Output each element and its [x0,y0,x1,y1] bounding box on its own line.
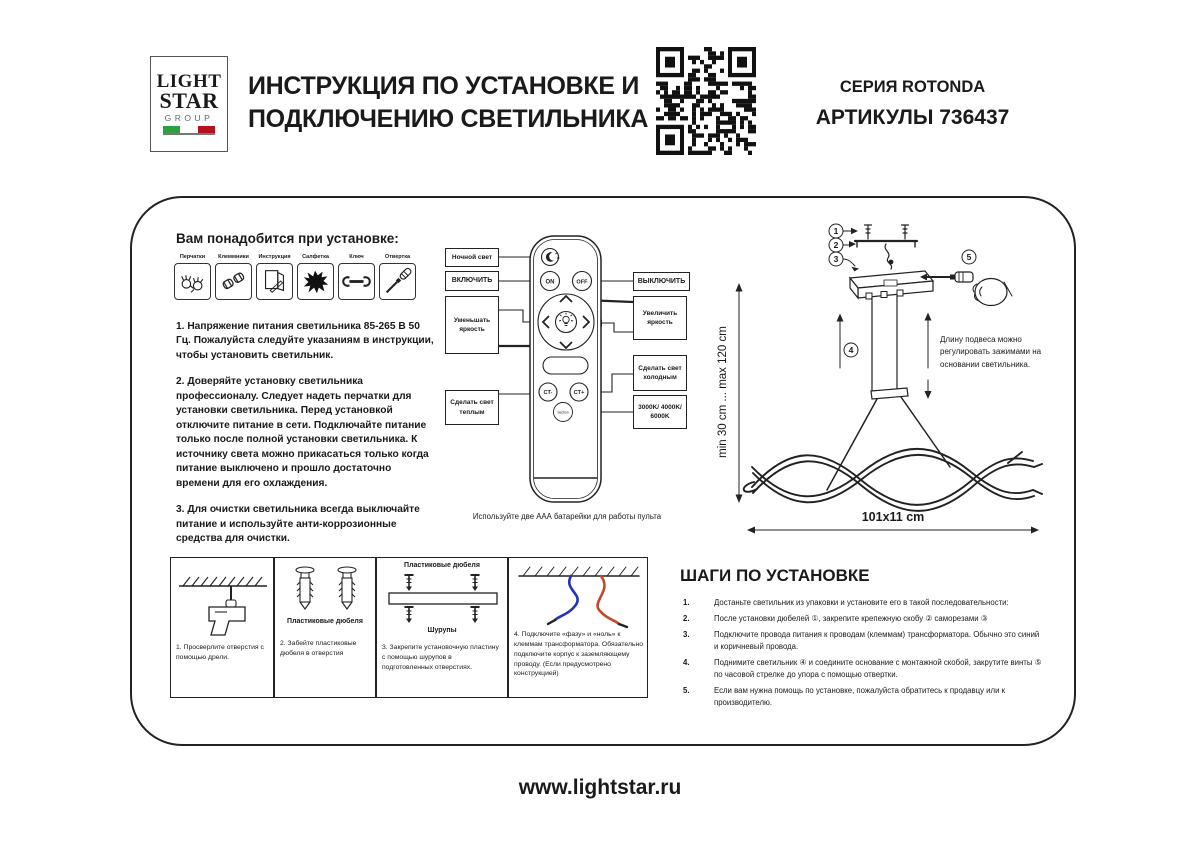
page-title-line1: ИНСТРУКЦИЯ ПО УСТАНОВКЕ И [248,72,640,100]
safety-paragraph-3: 3. Для очистки светильника всегда выключайте питание и используйте анти-коррозионные средства для очистки. [176,504,420,545]
ct-plus-button-label: CT+ [573,390,585,396]
safety-paragraph-1: 1. Напряжение питания светильника 85-265 В 50 Гц. Пожалуйста следуйте указаниям в инструкции, чтобы установить светильник. [176,321,434,361]
mounting-plate-icon [377,573,509,625]
label-turn-off: ВЫКЛЮЧИТЬ [633,272,690,291]
install-step: 4. Поднимите светильник ④ и соедините основание с монтажной скобой, закрутите винты ⑤ по часовой стрелке до упора с помощью отвертки. [683,658,1042,679]
label-cold-light: Сделать свет холодным [633,355,687,391]
panel-label-top: Пластиковые дюбеля [404,562,480,569]
series-label: СЕРИЯ ROTONDA [839,78,986,96]
lightstar-logo [150,56,228,152]
install-step: 5. Если вам нужна помощь по установке, пожалуйста обратитесь к продавцу или к производителю. [683,686,1006,707]
install-step: 2. После установки дюбелей ①, закрепите крепежную скобу ② саморезами ③ [683,614,988,624]
label-turn-on: ВКЛЮЧИТЬ [445,271,499,291]
tool-label: Перчатки [179,254,206,260]
label-warm-light: Сделать свет теплым [445,390,499,425]
safety-instructions [176,320,434,559]
height-dimension-label: min 30 cm ... max 120 cm [717,326,729,458]
tool-napkin [298,254,333,300]
remote-battery-caption: Используйте две ААА батарейки для работы пульта [472,512,662,521]
panel-caption: 4. Подключите «фазу» и «ноль» к клеммам трансформатора. Обязательно подключите корпус к заземляющему проводу. (Если предусмотрено конструкцией) [514,631,644,678]
installation-steps-heading: ШАГИ ПО УСТАНОВКЕ [680,566,870,585]
tool-gloves [175,254,210,300]
safety-paragraph-2: 2. Доверяйте установку светильника профессионалу. Следует надеть перчатки для установки светильника. Перед установкой отключите питание в сети. Подключайте питание только после полной установки светильника. К источнику света можно прикасаться только когда питание выключено и прошло достаточно времени для его охлаждения. [176,376,429,489]
tool-wrench [339,254,374,300]
tool-screwdriver [380,254,415,300]
napkin-icon [299,265,332,298]
tool-label: Отвертка [384,254,411,260]
logo-text-star: STAR [159,87,219,113]
drill-ceiling-icon [171,566,275,644]
section-button-label: Section [557,410,569,415]
tool-terminals [216,254,251,300]
install-step: 1. Достаньте светильник из упаковки и установите его в такой последовательности: [683,598,1009,607]
panel-caption: 3. Закрепите установочную пластину с помощью шурупов в подготовленных отверстиях. [382,644,499,671]
logo-text-group: GROUP [164,112,214,123]
terminals-icon [217,265,250,298]
step-panel-3 [376,557,508,698]
logo-text-light: LIGHT [156,71,222,93]
wires-icon [509,562,649,630]
series-block [795,78,1030,130]
panel-caption: 2. Забейте пластиковые дюбеля в отверстия [280,640,357,657]
italian-flag-bar [163,126,215,135]
callout-2: 2 [833,240,839,250]
installation-steps [680,566,1042,713]
callout-1: 1 [833,226,839,236]
step-panel-2 [274,557,376,698]
wrench-icon [340,265,373,298]
page-title-line2: ПОДКЛЮЧЕНИЮ СВЕТИЛЬНИКА [248,104,649,133]
tool-manual [257,254,292,300]
panel-label: Пластиковые дюбеля [287,618,363,625]
on-button-label: ON [545,279,555,286]
callout-5: 5 [966,252,972,262]
panel-caption: 1. Просверлите отверстия с помощью дрели. [176,644,264,661]
label-increase-brightness: Увеличить яркость [633,296,687,340]
label-color-temperatures: 3000K/ 4000K/ 6000K [633,395,687,429]
label-night-light: Ночной свет [445,248,499,267]
page-title [248,70,668,135]
article-number: АРТИКУЛЫ 736437 [815,106,1010,129]
fixture-diagram [715,215,1060,540]
tools-row [175,254,415,300]
tool-label: Салфетка [302,254,329,260]
ct-minus-button-label: CT- [543,390,553,396]
panel-label-bottom: Шурупы [427,627,457,634]
step-panel-1 [170,557,274,698]
off-button-label: OFF [576,279,588,286]
label-decrease-brightness: Уменьшать яркость [445,296,499,354]
website-url: www.lightstar.ru [518,776,682,799]
tool-label: Клеммники [218,254,249,260]
callout-3: 3 [833,254,839,264]
suspension-adjust-note: Длину подвеса можно регулировать зажимами на основании светильника. [940,335,1042,369]
qr-code [656,47,756,155]
tools-heading: Вам понадобится при установке: [176,231,399,246]
install-step: 3. Подключите провода питания к проводам (клеммам) трансформатора. Обычно это синий и коричневый провода. [683,630,1040,652]
tool-label: Ключ [349,254,364,260]
tool-label: Инструкция [258,254,291,260]
step-panel-4 [508,557,648,698]
dowels-icon [275,562,377,616]
callout-4: 4 [848,345,854,355]
gloves-icon [176,265,209,298]
manual-icon [258,265,291,298]
width-dimension-label: 101x11 cm [861,510,925,524]
screwdriver-icon [381,265,414,298]
